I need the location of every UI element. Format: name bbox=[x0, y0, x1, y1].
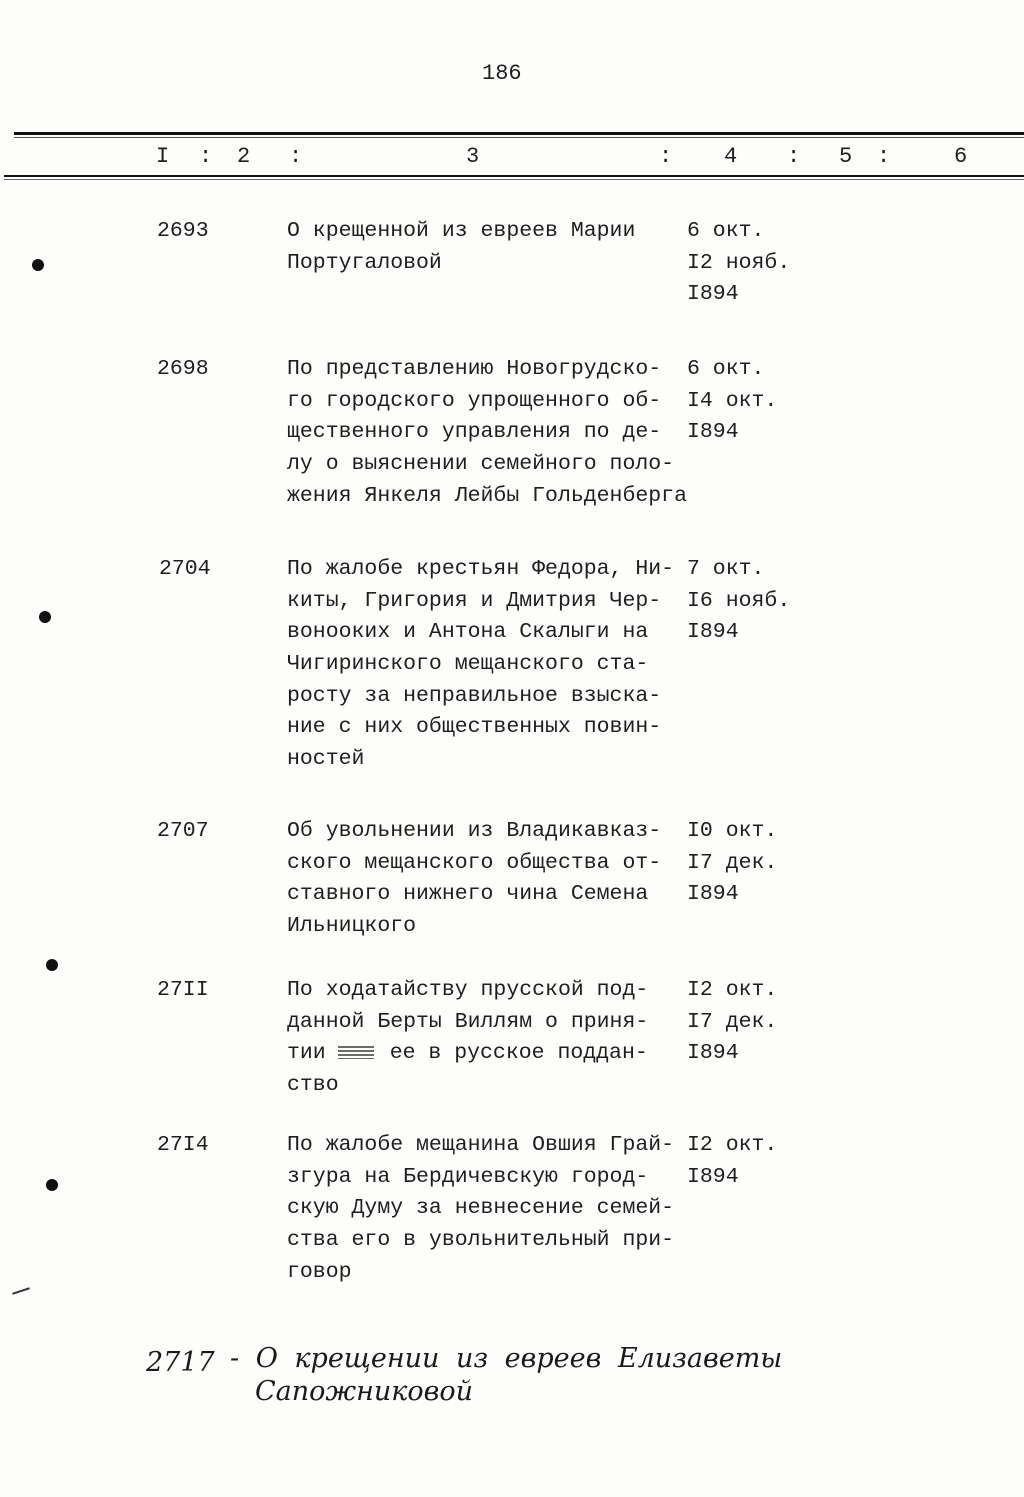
entry-description bbox=[287, 816, 661, 943]
punch-hole bbox=[32, 259, 44, 271]
entry-date-line: I4 окт. bbox=[687, 388, 778, 413]
punch-hole bbox=[46, 1179, 58, 1191]
entry-text-line: говор bbox=[287, 1259, 352, 1284]
entry-date-line: I894 bbox=[687, 282, 739, 307]
column-separator: : bbox=[877, 144, 891, 169]
handwritten-text-line: Сапожниковой bbox=[255, 1376, 474, 1407]
entry-text-line: Об увольнении из Владикавказ- bbox=[287, 819, 662, 843]
entry-description bbox=[287, 216, 635, 279]
entry-number: 27I4 bbox=[157, 1133, 209, 1157]
register-entry bbox=[0, 975, 1024, 1098]
column-header-5: 5 bbox=[839, 144, 853, 169]
entry-dates bbox=[687, 975, 777, 1070]
column-header-1: I bbox=[156, 144, 170, 169]
entry-text-line: ство bbox=[287, 1073, 339, 1098]
handwritten-text-line: - О крещении из евреев Елизаветы bbox=[230, 1343, 783, 1374]
entry-text-line: Чигиринского мещанского ста- bbox=[287, 652, 649, 677]
entry-date-line: I6 нояб. bbox=[687, 588, 791, 613]
entry-date-line: I894 bbox=[687, 882, 739, 907]
entry-number: 2707 bbox=[157, 819, 209, 843]
entry-text-line: ставного нижнего чина Семена bbox=[287, 882, 649, 907]
punch-hole bbox=[39, 611, 51, 623]
entry-dates bbox=[687, 816, 777, 911]
register-entry bbox=[0, 816, 1024, 939]
entry-text-line: росту за неправильное взыска- bbox=[287, 683, 662, 708]
register-entry bbox=[0, 1130, 1024, 1284]
struck-out-characters bbox=[338, 1046, 374, 1059]
entry-number: 2698 bbox=[157, 357, 209, 381]
entry-date-line: I0 окт. bbox=[687, 819, 778, 843]
header-rule-top bbox=[14, 132, 1024, 135]
entry-date-line: I2 окт. bbox=[687, 978, 778, 1002]
entry-text-line: ние с них общественных повин- bbox=[287, 715, 662, 740]
entry-text-line: ского мещанского общества от- bbox=[287, 850, 662, 875]
entry-text-line: По жалобе мещанина Овшия Грай- bbox=[287, 1133, 675, 1157]
entry-description bbox=[287, 354, 687, 512]
entry-date-line: I894 bbox=[687, 1164, 739, 1189]
punch-hole bbox=[46, 959, 58, 971]
handwritten-entry-number: 2717 bbox=[146, 1347, 215, 1378]
entry-text-line: ства его в увольнительный при- bbox=[287, 1228, 675, 1253]
stray-pen-mark bbox=[12, 1287, 30, 1294]
entry-date-line: 6 окт. bbox=[687, 357, 765, 381]
entry-text-line: данной Берты Виллям о приня- bbox=[287, 1009, 649, 1034]
entry-dates bbox=[687, 354, 777, 449]
entry-text-line: По ходатайству прусской под- bbox=[287, 978, 649, 1002]
entry-date-line: I2 нояб. bbox=[687, 250, 791, 275]
entry-text-fragment: ее в русское поддан- bbox=[389, 1041, 648, 1066]
header-rule-top-thin bbox=[14, 137, 1024, 138]
entry-description bbox=[287, 1130, 674, 1288]
entry-text-line: По представлению Новогрудско- bbox=[287, 357, 662, 381]
entry-dates bbox=[687, 554, 790, 649]
entry-text-line: згура на Бердичевскую город- bbox=[287, 1164, 649, 1189]
column-header-2: 2 bbox=[237, 144, 251, 169]
header-rule-bottom bbox=[4, 175, 1024, 177]
entry-text-line: вонооких и Антона Скалыги на bbox=[287, 620, 649, 645]
entry-number: 2693 bbox=[157, 219, 209, 243]
entry-date-line: 6 окт. bbox=[687, 219, 765, 243]
entry-date-line: I2 окт. bbox=[687, 1133, 778, 1157]
entry-text-line: жения Янкеля Лейбы Гольденберга bbox=[287, 483, 687, 508]
column-separator: : bbox=[289, 144, 303, 169]
entry-text-line: щественного управления по де- bbox=[287, 420, 662, 445]
entry-date-line: I894 bbox=[687, 420, 739, 445]
register-entry bbox=[0, 354, 1024, 508]
column-header-4: 4 bbox=[724, 144, 738, 169]
entry-date-line: I7 дек. bbox=[687, 1009, 778, 1034]
entry-date-line: I894 bbox=[687, 620, 739, 645]
entry-text-line: О крещенной из евреев Марии bbox=[287, 219, 636, 243]
entry-text-line bbox=[287, 1038, 648, 1070]
entry-text-line: го городского упрощенного об- bbox=[287, 388, 662, 413]
entry-dates bbox=[687, 1130, 777, 1193]
page-number: 186 bbox=[482, 61, 522, 86]
entry-text-line: скую Думу за невнесение семей- bbox=[287, 1196, 675, 1221]
entry-number: 27II bbox=[157, 978, 209, 1002]
entry-number: 2704 bbox=[159, 557, 211, 581]
entry-dates bbox=[687, 216, 790, 311]
register-entry bbox=[0, 216, 1024, 307]
entry-text-fragment: тии bbox=[287, 1041, 326, 1066]
entry-date-line: I7 дек. bbox=[687, 850, 778, 875]
column-header-3: 3 bbox=[466, 144, 480, 169]
entry-description bbox=[287, 975, 648, 1102]
column-separator: : bbox=[199, 144, 213, 169]
entry-text-line: ностей bbox=[287, 747, 365, 772]
entry-description bbox=[287, 554, 674, 776]
entry-text-line: По жалобе крестьян Федора, Ни- bbox=[287, 557, 675, 581]
entry-date-line: 7 окт. bbox=[687, 557, 765, 581]
entry-text-line: киты, Григория и Дмитрия Чер- bbox=[287, 588, 662, 613]
header-rule-bottom-thin bbox=[4, 179, 1024, 180]
entry-text-line: Ильницкого bbox=[287, 914, 417, 939]
column-header-6: 6 bbox=[954, 144, 968, 169]
entry-text-line: лу о выяснении семейного поло- bbox=[287, 452, 675, 477]
entry-text-line: Португаловой bbox=[287, 250, 442, 275]
entry-date-line: I894 bbox=[687, 1041, 739, 1066]
register-entry bbox=[0, 554, 1024, 772]
column-separator: : bbox=[659, 144, 673, 169]
column-separator: : bbox=[787, 144, 801, 169]
